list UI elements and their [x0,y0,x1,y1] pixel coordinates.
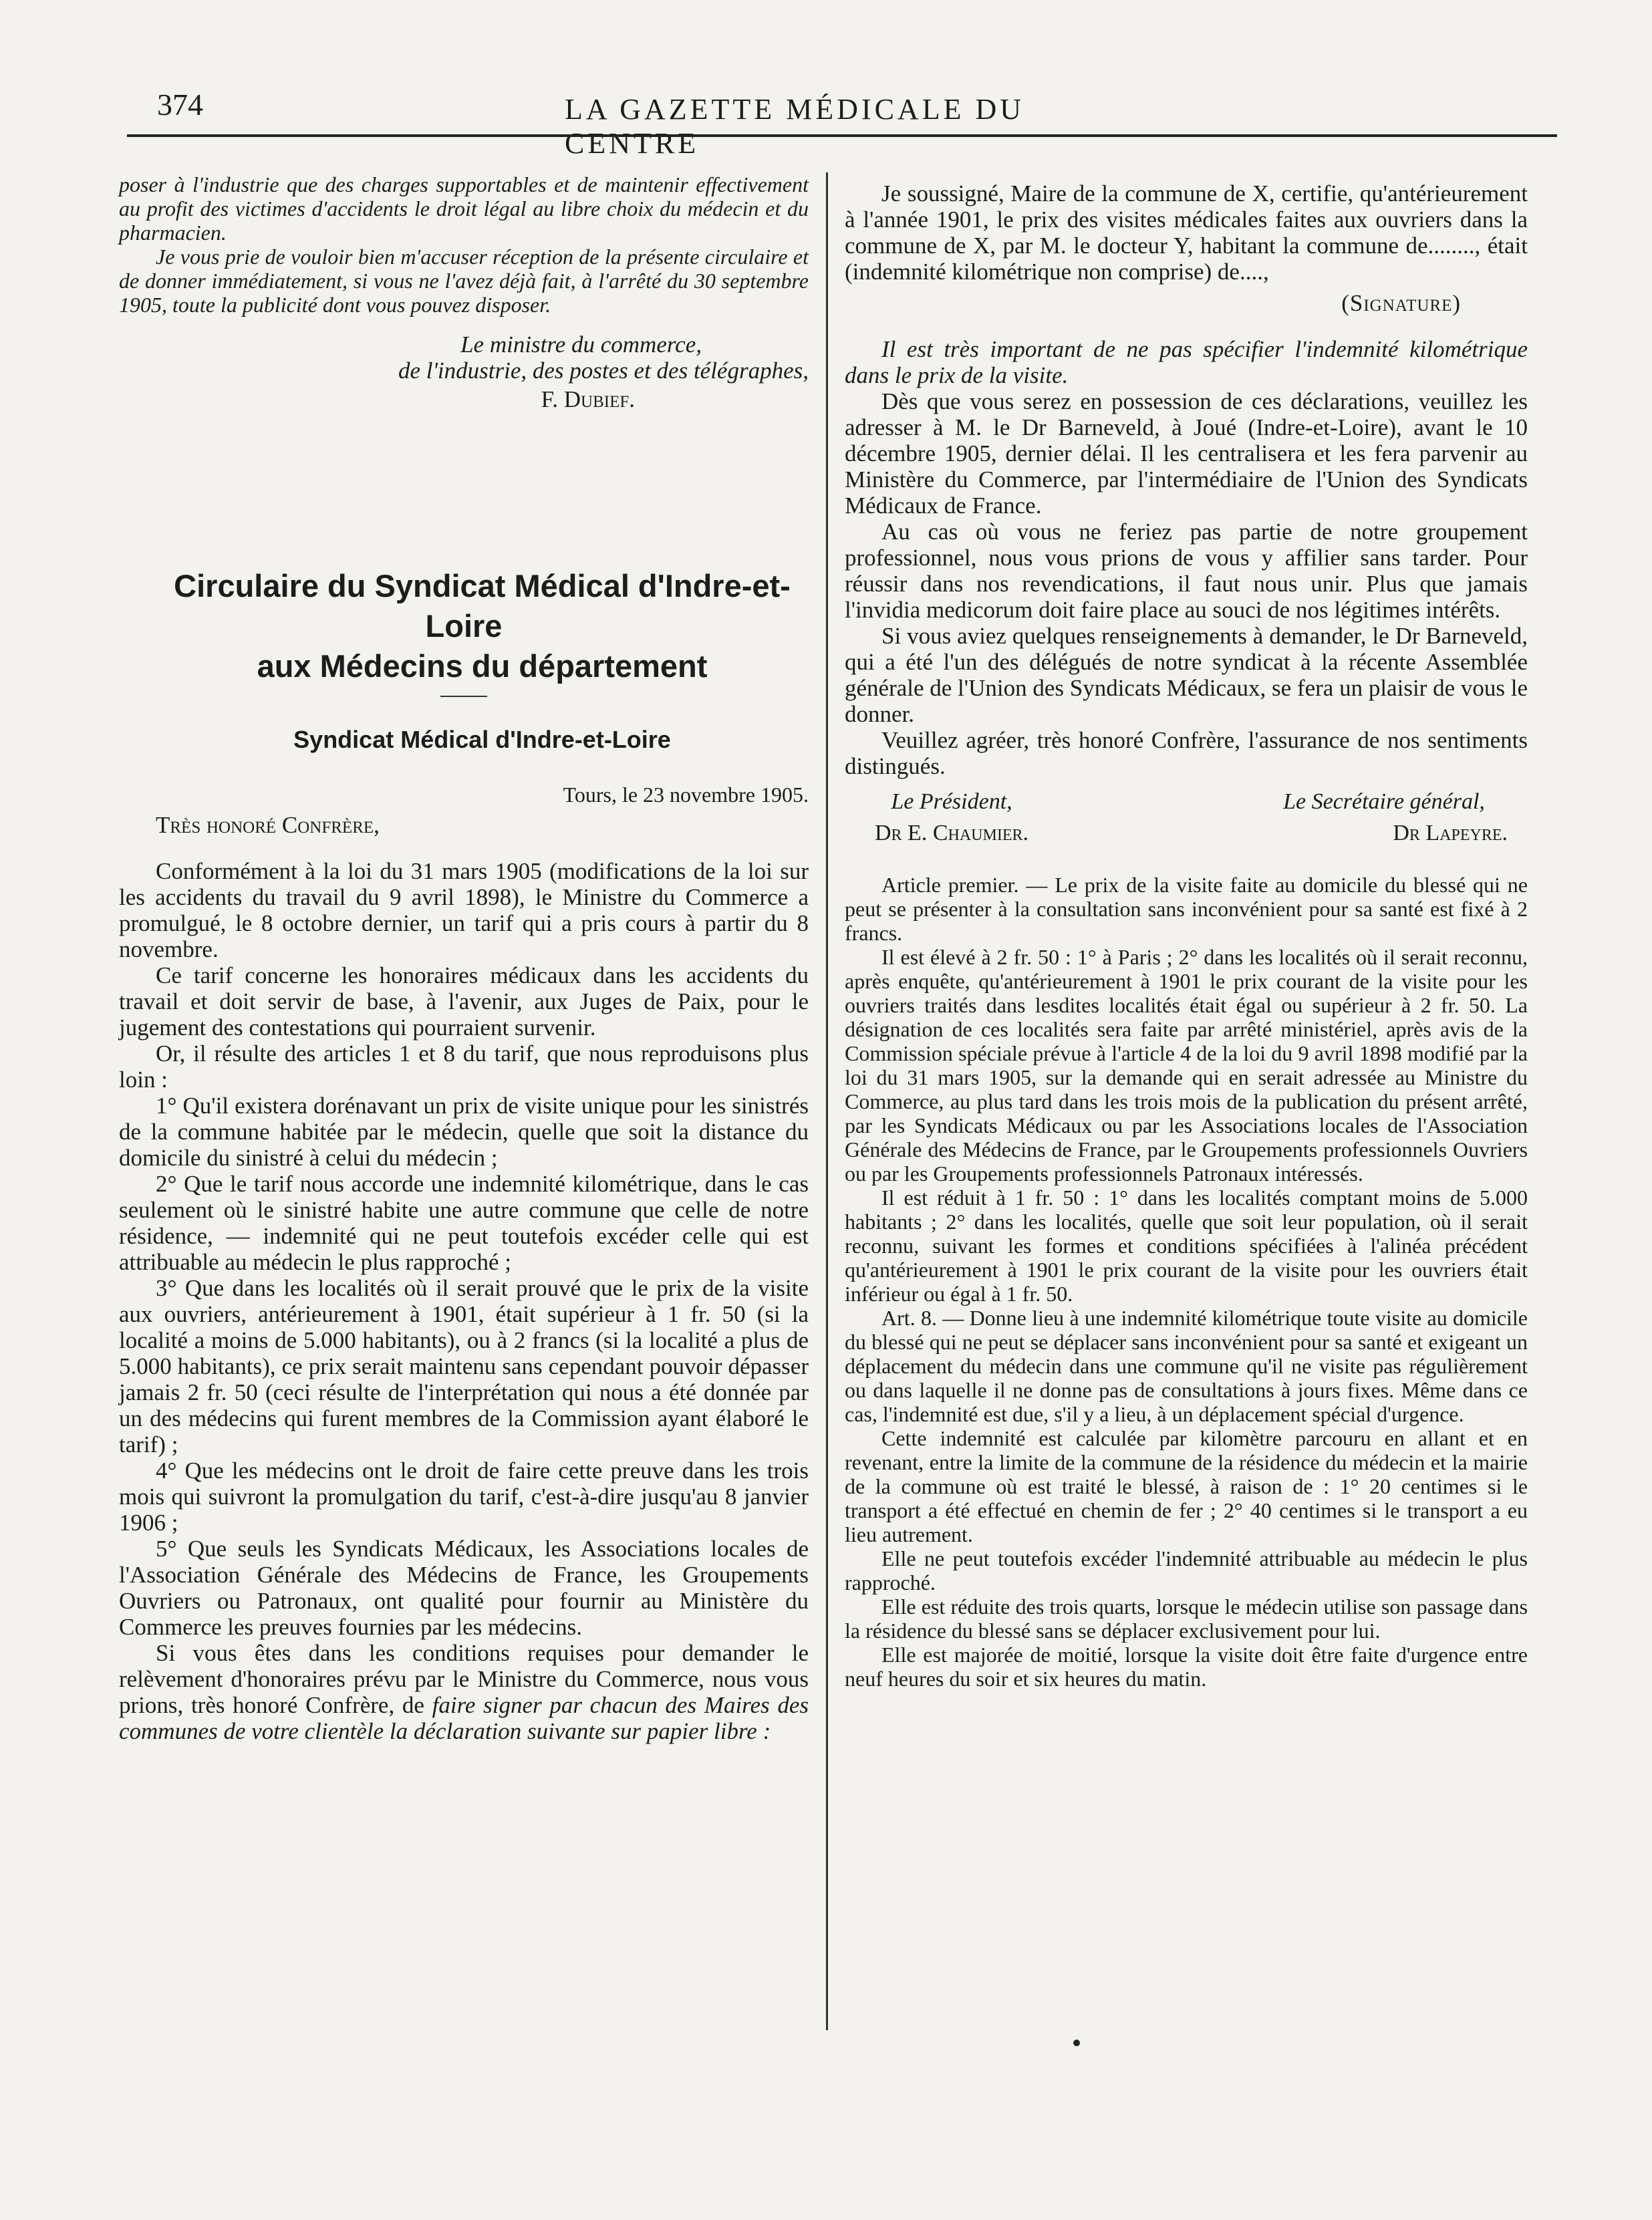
tarif-paragraph-7: Elle est réduite des trois quarts, lorsque le médecin utilise son passage dans la résidence du blessé sans se déplacer exclusivement pour lui. [845,1594,1528,1643]
important-note: Il est très important de ne pas spécifier l'indemnité kilométrique dans le prix de la visite. [845,336,1528,388]
header-rule [127,134,1557,137]
end-mark [1073,2040,1080,2046]
minister-line-2: de l'industrie, des postes et des télégraphes, [398,358,809,384]
join-paragraph: Au cas où vous ne feriez pas partie de notre groupement professionnel, nous vous prions de vous y affilier sans tarder. Pour réussir dans nos revendications, il faut nous unir. Plus que jamais l'invidia medicorum doit faire place au souci de nos légitimes intérêts. [845,519,1528,623]
body-paragraph-2: Ce tarif concerne les honoraires médicaux dans les accidents du travail et doit servir de base, à l'avenir, aux Juges de Paix, pour le jugement des contestations qui pourraient survenir. [119,962,809,1040]
tarif-article-8: Art. 8. — Donne lieu à une indemnité kilométrique toute visite au domicile du blessé qui ne peut se déplacer sans inconvénient pour sa santé et exigeant un déplacement du médecin dans une commune qu'il ne visite pas régulièrement ou dans laquelle il ne donne pas de consultations à jours fixes. Même dans ce cas, l'indemnité est due, s'il y a lieu, à un déplacement spécial d'urgence. [845,1306,1528,1426]
body-paragraph-last [119,1640,809,1744]
minister-line-1: Le ministre du commerce, [460,331,702,358]
page-number: 374 [157,88,203,122]
tarif-article-1: Article premier. — Le prix de la visite faite au domicile du blessé qui ne peut se présenter à la consultation sans inconvénient pour sa santé est fixé à 2 francs. [845,873,1528,945]
tarif-paragraph-2: Il est élevé à 2 fr. 50 : 1° à Paris ; 2° dans les localités où il serait reconnu, après enquête, qu'antérieurement à 1901 le prix courant de la visite pour les ouvriers traités dans lesdites localités était égal ou supérieur à 2 fr. 50. La désignation de ces localités sera faite par arrêté ministériel, après avis de la Commission spéciale prévue à l'article 4 de la loi du 9 avril 1898 modifié par la loi du 31 mars 1905, sur la demande qui en serait adressée au Ministre du Commerce, au plus tard dans les trois mois de la publication du présent arrêté, par les Syndicats Médicaux ou par les Associations locales de l'Association Générale des Médecins de France, par le Groupements professionnels Ouvriers ou par les Groupements professionnels Patronaux intéressés. [845,945,1528,1186]
body-paragraph-7: 4° Que les médecins ont le droit de faire cette preuve dans les trois mois qui suivront la promulgation du tarif, c'est-à-dire jusqu'au 8 janvier 1906 ; [119,1458,809,1536]
running-head [127,87,1126,160]
tarif-paragraph-5: Cette indemnité est calculée par kilomètre parcouru en allant et en revenant, entre la limite de la commune de la résidence du médecin et la mairie de la commune où est traité le blessé, à raison de : 1° 20 centimes si le transport a été effectué en chemin de fer ; 2° 40 centimes si le transport a eu lieu autrement. [845,1426,1528,1546]
president-name: Dr E. Chaumier. [874,821,1028,845]
president-block [845,789,1059,846]
tarif-paragraph-6: Elle ne peut toutefois excéder l'indemnité attribuable au médecin le plus rapproché. [845,1546,1528,1594]
column-divider [826,172,828,2030]
body-paragraph-6: 3° Que dans les localités où il serait prouvé que le prix de la visite aux ouvriers, antérieurement à 1901, était supérieur à 1 fr. 50 (si la localité a moins de 5.000 habitants), ou à 2 francs (si la localité a plus de 5.000 habitants), ce prix serait maintenu sans cependant pouvoir dépasser jamais 2 fr. 50 (ceci résulte de l'interprétation qui nous a été donnée par un des médecins qui furent membres de la Commission ayant élaboré le tarif) ; [119,1275,809,1458]
date-line: Tours, le 23 novembre 1905. [563,783,809,807]
intro-paragraph-2: Je vous prie de vouloir bien m'accuser réception de la présente circulaire et de donner immédiatement, si vous ne l'avez déjà fait, à l'arrêté du 30 septembre 1905, toute la publicité dont vous pouvez disposer. [119,245,809,317]
syndicat-heading: Syndicat Médical d'Indre-et-Loire [293,726,671,753]
title-separator [440,696,487,697]
last-paragraph-italic: faire signer par chacun des Maires des communes de votre clientèle la déclaration suivante sur papier libre : [119,1692,809,1744]
tarif-paragraph-8: Elle est majorée de moitié, lorsque la visite doit être faite d'urgence entre neuf heures du soir et six heures du matin. [845,1643,1528,1691]
closing-paragraph: Veuillez agréer, très honoré Confrère, l'assurance de nos sentiments distingués. [845,727,1528,779]
last-paragraph-plain: Si vous êtes dans les conditions requises pour demander le relèvement d'honoraires prévu par le Ministre du Commerce, nous vous prions, très honoré Confrère, de [119,1640,809,1718]
body-paragraph-8: 5° Que seuls les Syndicats Médicaux, les Associations locales de l'Association Générale des Médecins de France, les Groupements Ouvriers ou Patronaux, ont qualité pour fournir au Ministère du Commerce les preuves fournies par les médecins. [119,1536,809,1640]
body-paragraph-3: Or, il résulte des articles 1 et 8 du tarif, que nous reproduisons plus loin : [119,1040,809,1093]
secretary-block [1240,789,1528,846]
intro-paragraph: poser à l'industrie que des charges supportables et de maintenir effectivement au profit des victimes d'accidents le droit légal au libre choix du médecin et du pharmacien. [119,172,809,245]
article-title-line-2: aux Médecins du département [257,648,708,684]
body-paragraph-4: 1° Qu'il existera dorénavant un prix de visite unique pour les sinistrés de la commune habitée par le médecin, quelle que soit la distance du domicile du sinistré à celui du médecin ; [119,1093,809,1171]
minister-name: F. Dubief. [541,386,635,412]
body-paragraph-1: Conformément à la loi du 31 mars 1905 (modifications de la loi sur les accidents du travail du 9 avril 1898), le Ministre du Commerce a promulgué, le 8 octobre dernier, un tarif qui a pris cours à partir du 8 novembre. [119,858,809,962]
article-title-line-1: Circulaire du Syndicat Médical d'Indre-et-Loire [174,568,791,644]
body-paragraph-5: 2° Que le tarif nous accorde une indemnité kilométrique, dans le cas seulement où le sinistré habite une autre commune que celle de notre résidence, — indemnité qui ne peut toutefois excéder celle qui est attribuable au médecin le plus rapproché ; [119,1171,809,1275]
salutation: Très honoré Confrère, [156,812,380,838]
mayor-declaration: Je soussigné, Maire de la commune de X, certifie, qu'antérieurement à l'année 1901, le prix des visites médicales faites aux ouvriers dans la commune de X, par M. le docteur Y, habitant la commune de........, était (indemnité kilométrique non comprise) de...., [845,180,1528,285]
secretary-name: Dr Lapeyre. [1393,821,1508,845]
secretary-title: Le Secrétaire général, [1283,789,1485,814]
info-paragraph: Si vous aviez quelques renseignements à demander, le Dr Barneveld, qui a été l'un des délégués de notre syndicat à la récente Assemblée générale de l'Union des Syndicats Médicaux, se fera un plaisir de vous le donner. [845,623,1528,727]
signature-label: (Signature) [1341,290,1461,316]
journal-title: LA GAZETTE MÉDICALE DU CENTRE [565,93,1025,160]
tarif-articles [845,873,1528,1691]
signatories [845,789,1528,846]
president-title: Le Président, [891,789,1012,814]
right-column [845,180,1528,1691]
send-instructions: Dès que vous serez en possession de ces déclarations, veuillez les adresser à M. le Dr Barneveld, à Joué (Indre-et-Loire), avant le 10 décembre 1905, dernier délai. Il les centralisera et les fera parvenir au Ministère du Commerce, par l'intermédiaire de l'Union des Syndicats Médicaux de France. [845,388,1528,519]
tarif-paragraph-3: Il est réduit à 1 fr. 50 : 1° dans les localités comptant moins de 5.000 habitants ; 2° dans les localités, quelle que soit leur population, où il serait reconnu, suivant les formes et conditions spécifiées à l'alinéa précédent qu'antérieurement à 1901 le prix courant de la visite pour les ouvriers était inférieur ou égal à 1 fr. 50. [845,1186,1528,1306]
left-column [119,172,809,1744]
